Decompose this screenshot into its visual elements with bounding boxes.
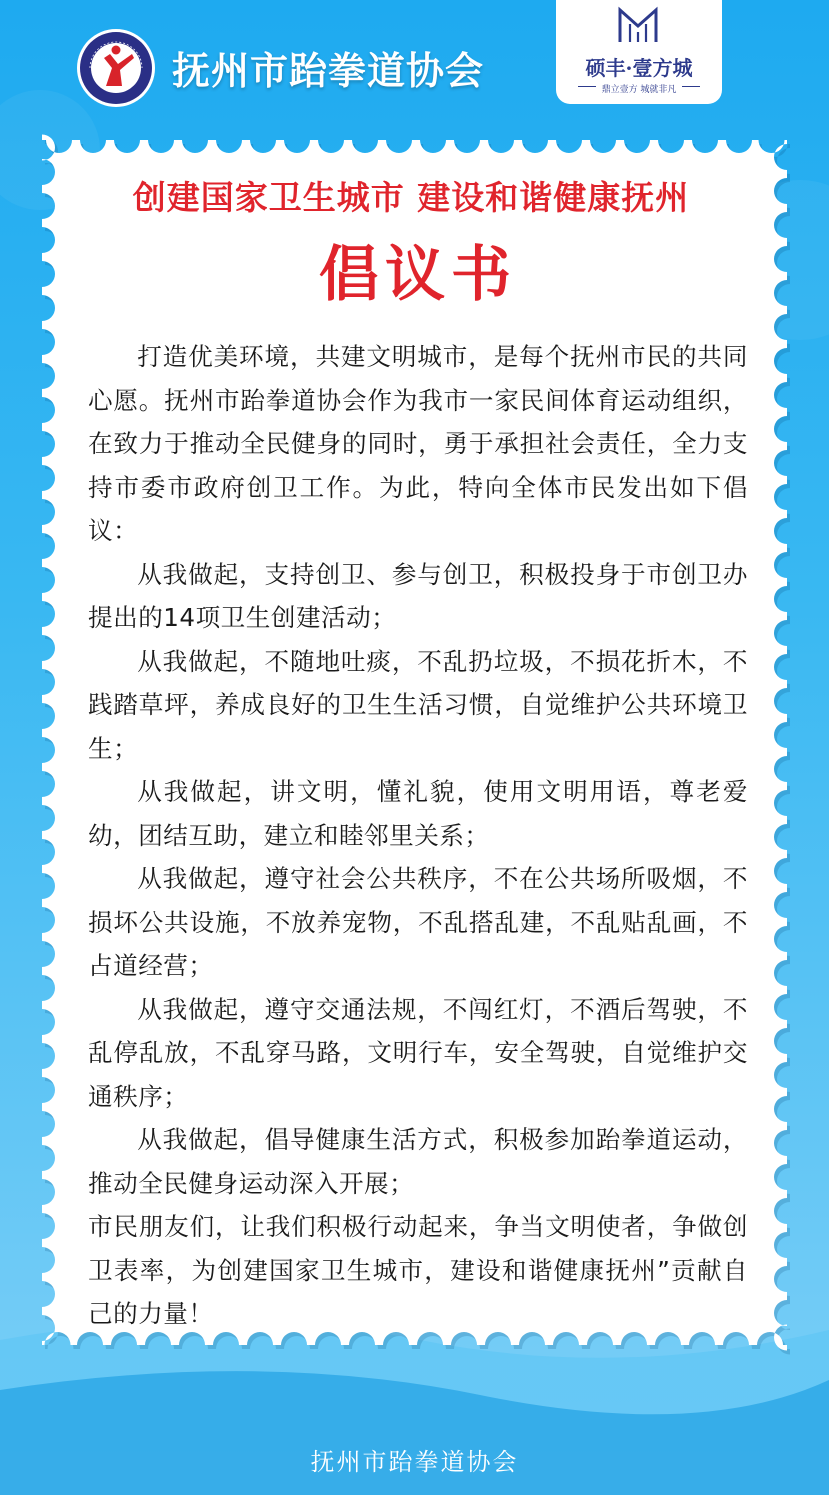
paragraph-item: 从我做起，支持创卫、参与创卫，积极投身于市创卫办提出的14项卫生创建活动； xyxy=(88,559,748,632)
paragraph-item: 从我做起，不随地吐痰，不乱扔垃圾，不损花折木，不践踏草坪，养成良好的卫生生活习惯，自觉维护公共环境卫生； xyxy=(88,646,748,763)
paragraph-item: 从我做起，倡导健康生活方式，积极参加跆拳道运动，推动全民健身运动深入开展； xyxy=(88,1125,748,1198)
body-text xyxy=(88,335,748,1336)
document-title: 倡议书 xyxy=(319,240,517,310)
sponsor-tagline: 鼎立壹方 城就非凡 xyxy=(601,85,677,95)
sponsor-name: 硕丰·壹方城 xyxy=(585,56,693,80)
paragraph-closing: 市民朋友们，让我们积极行动起来，争当文明使者，争做创卫表率，为创建国家卫生城市，建设和谐健康抚州”贡献自己的力量！ xyxy=(88,1212,748,1328)
paragraph-item: 从我做起，讲文明，懂礼貌，使用文明用语，尊老爱幼，团结互助，建立和睦邻里关系； xyxy=(88,777,748,850)
paragraph-item: 从我做起，遵守交通法规，不闯红灯，不酒后驾驶，不乱停乱放，不乱穿马路，文明行车，安全驾驶，自觉维护交通秩序； xyxy=(88,994,748,1111)
paragraph-item: 从我做起，遵守社会公共秩序，不在公共场所吸烟，不损坏公共设施，不放养宠物，不乱搭乱建，不乱贴乱画，不占道经营； xyxy=(88,864,748,980)
org-title: 抚州市跆拳道协会 xyxy=(172,48,485,93)
footer-org-name: 抚州市跆拳道协会 xyxy=(310,1448,519,1476)
heading: 创建国家卫生城市 建设和谐健康抚州 xyxy=(132,178,690,217)
footer xyxy=(0,1395,829,1495)
paragraph-intro: 打造优美环境，共建文明城市，是每个抚州市民的共同心愿。抚州市跆拳道协会作为我市一家民间体育运动组织，在致力于推动全民健身的同时，勇于承担社会责任，全力支持市委市政府创卫工作。为此，特向全体市民发出如下倡议： xyxy=(88,342,748,545)
document-body xyxy=(88,172,748,1336)
